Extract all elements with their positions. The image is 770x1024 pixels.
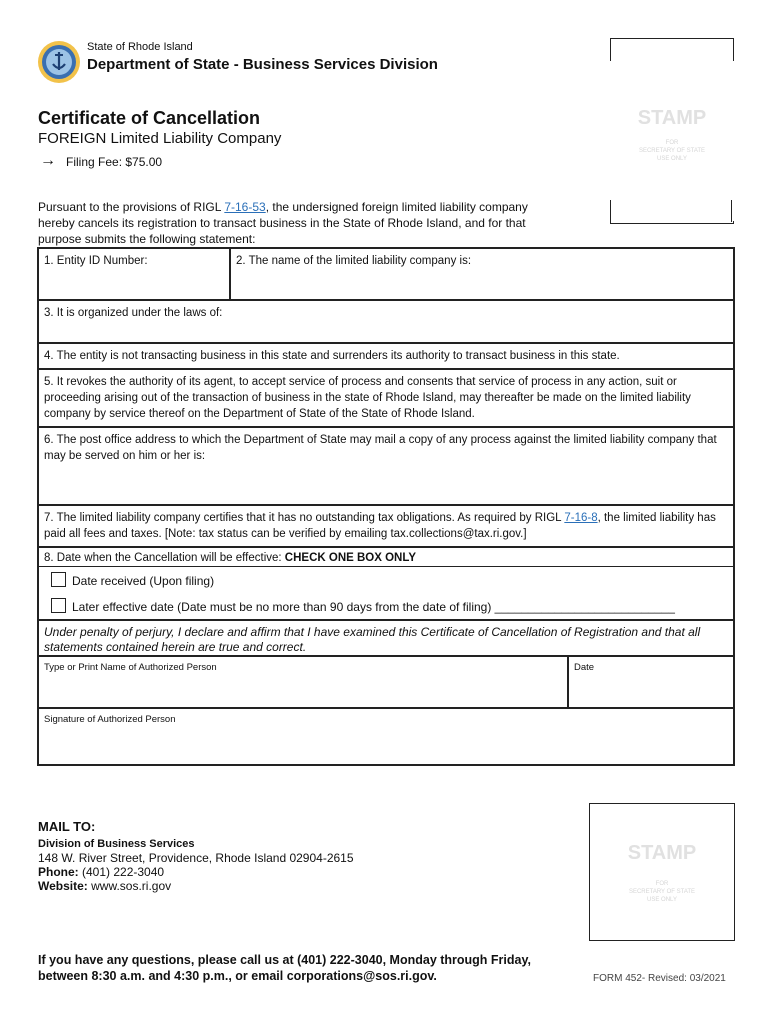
- later-date-checkbox[interactable]: [51, 598, 66, 613]
- stamp-label-bottom: STAMP: [627, 842, 697, 864]
- contact-note-line2: between 8:30 a.m. and 4:30 p.m., or email corporations@sos.ri.gov.: [38, 969, 437, 983]
- llc-name-label: 2. The name of the limited liability company is:: [236, 255, 472, 267]
- form-row-1-2: [39, 249, 733, 301]
- statement-7-text: 7. The limited liability company certifies that it has no outstanding tax obligations. As required by RIGL: [44, 512, 565, 524]
- organized-laws-label: 3. It is organized under the laws of:: [44, 307, 223, 319]
- later-date-label: Later effective date (Date must be no more than 90 days from the date of filing) ___________________________: [72, 600, 675, 614]
- filing-fee: Filing Fee: $75.00: [66, 155, 163, 169]
- option-later-date[interactable]: [39, 589, 733, 615]
- stamp-box-edge: [731, 200, 732, 222]
- form-number: FORM 452- Revised: 03/2021: [593, 973, 726, 984]
- stamp-sub-bottom-2: SECRETARY OF STATE: [628, 889, 696, 895]
- department-name: Department of State - Business Services Division: [87, 56, 438, 73]
- intro-text-rest: , the undersigned foreign limited liability company hereby cancels its registration to transact business in the State of Rhode Island, and for that purpose submits the following statement:: [38, 200, 528, 246]
- authorized-name-field[interactable]: [39, 657, 569, 707]
- date-received-label: Date received (Upon filing): [72, 574, 215, 588]
- statement-7: [39, 506, 733, 548]
- date-received-checkbox[interactable]: [51, 572, 66, 587]
- contact-note-line1: If you have any questions, please call us at (401) 222-3040, Monday through Friday,: [38, 953, 531, 967]
- page-title: Certificate of Cancellation: [38, 108, 261, 128]
- po-address-label: 6. The post office address to which the Department of State may mail a copy of any process against the limited liability company that may be served on him or her is:: [44, 434, 717, 462]
- statement-5: [39, 370, 733, 428]
- state-name: State of Rhode Island: [87, 41, 193, 53]
- name-date-row: [39, 657, 733, 709]
- website-value: www.sos.ri.gov: [87, 879, 172, 893]
- effective-date-label: 8. Date when the Cancellation will be effective:: [44, 552, 285, 564]
- website-label: Website:: [38, 879, 88, 893]
- statement-7-text-rest: , the limited liability has paid all fees and taxes. [Note: tax status can be verified by emailing tax.collections@tax.ri.gov.]: [44, 512, 716, 540]
- perjury-text: Under penalty of perjury, I declare and affirm that I have examined this Certificate of Cancellation of Registration and that all statements contained herein are true and correct.: [44, 625, 701, 654]
- mail-website: [38, 879, 354, 893]
- contact-note: [38, 952, 531, 984]
- intro-paragraph: [38, 199, 558, 247]
- mail-address: 148 W. River Street, Providence, Rhode Island 02904-2615: [38, 851, 354, 865]
- date-label: Date: [574, 662, 595, 673]
- llc-name-field[interactable]: [231, 249, 733, 299]
- mail-org: Division of Business Services: [38, 838, 195, 850]
- signature-field[interactable]: [39, 709, 733, 766]
- signature-label: Signature of Authorized Person: [44, 714, 176, 725]
- check-one-note: CHECK ONE BOX ONLY: [284, 552, 417, 564]
- stamp-label: STAMP: [637, 107, 707, 129]
- cancellation-form: [37, 247, 735, 766]
- stamp-sub-3: USE ONLY: [657, 156, 687, 162]
- stamp-sub-2: SECRETARY OF STATE: [638, 148, 706, 154]
- po-address-field[interactable]: [39, 428, 733, 506]
- stamp-box-bottom: [589, 803, 735, 941]
- stamp-sub-bottom-3: USE ONLY: [647, 897, 677, 903]
- effective-date-heading: [39, 548, 733, 567]
- stamp-box-edge: [610, 200, 611, 222]
- stamp-sub-bottom-1: FOR: [655, 881, 669, 887]
- mail-phone: [38, 865, 354, 879]
- date-field[interactable]: [569, 657, 733, 707]
- rigl-7-16-8-link[interactable]: 7-16-8: [564, 512, 598, 524]
- statement-4: [39, 344, 733, 370]
- intro-text: Pursuant to the provisions of RIGL: [38, 200, 225, 214]
- option-date-received[interactable]: [39, 567, 733, 589]
- mail-to-block: [38, 820, 354, 893]
- organized-laws-field[interactable]: [39, 301, 733, 344]
- statement-5-text: 5. It revokes the authority of its agent, to accept service of process and consents that service of process in any action, suit or proceeding arising out of the transaction of business in the state of Rhode Island, may thereafter be made on the limited liability company by service thereof on the Department of State of the State of Rhode Island.: [44, 376, 691, 420]
- page-subtitle: FOREIGN Limited Liability Company: [38, 130, 282, 147]
- mail-to-heading: MAIL TO:: [38, 819, 96, 834]
- state-seal-logo: [37, 40, 81, 84]
- arrow-right-icon: →: [40, 152, 56, 169]
- phone-value: (401) 222-3040: [78, 865, 165, 879]
- entity-id-field[interactable]: [39, 249, 231, 299]
- authorized-name-label: Type or Print Name of Authorized Person: [44, 662, 217, 673]
- rigl-7-16-53-link[interactable]: 7-16-53: [224, 200, 266, 214]
- statement-4-text: 4. The entity is not transacting business in this state and surrenders its authority to transact business in this state.: [44, 350, 620, 362]
- effective-date-section: [39, 548, 733, 621]
- stamp-box-top: [610, 38, 734, 224]
- stamp-sub-1: FOR: [665, 140, 679, 146]
- phone-label: Phone:: [38, 865, 79, 879]
- entity-id-label: 1. Entity ID Number:: [44, 255, 148, 267]
- perjury-statement: [39, 621, 733, 657]
